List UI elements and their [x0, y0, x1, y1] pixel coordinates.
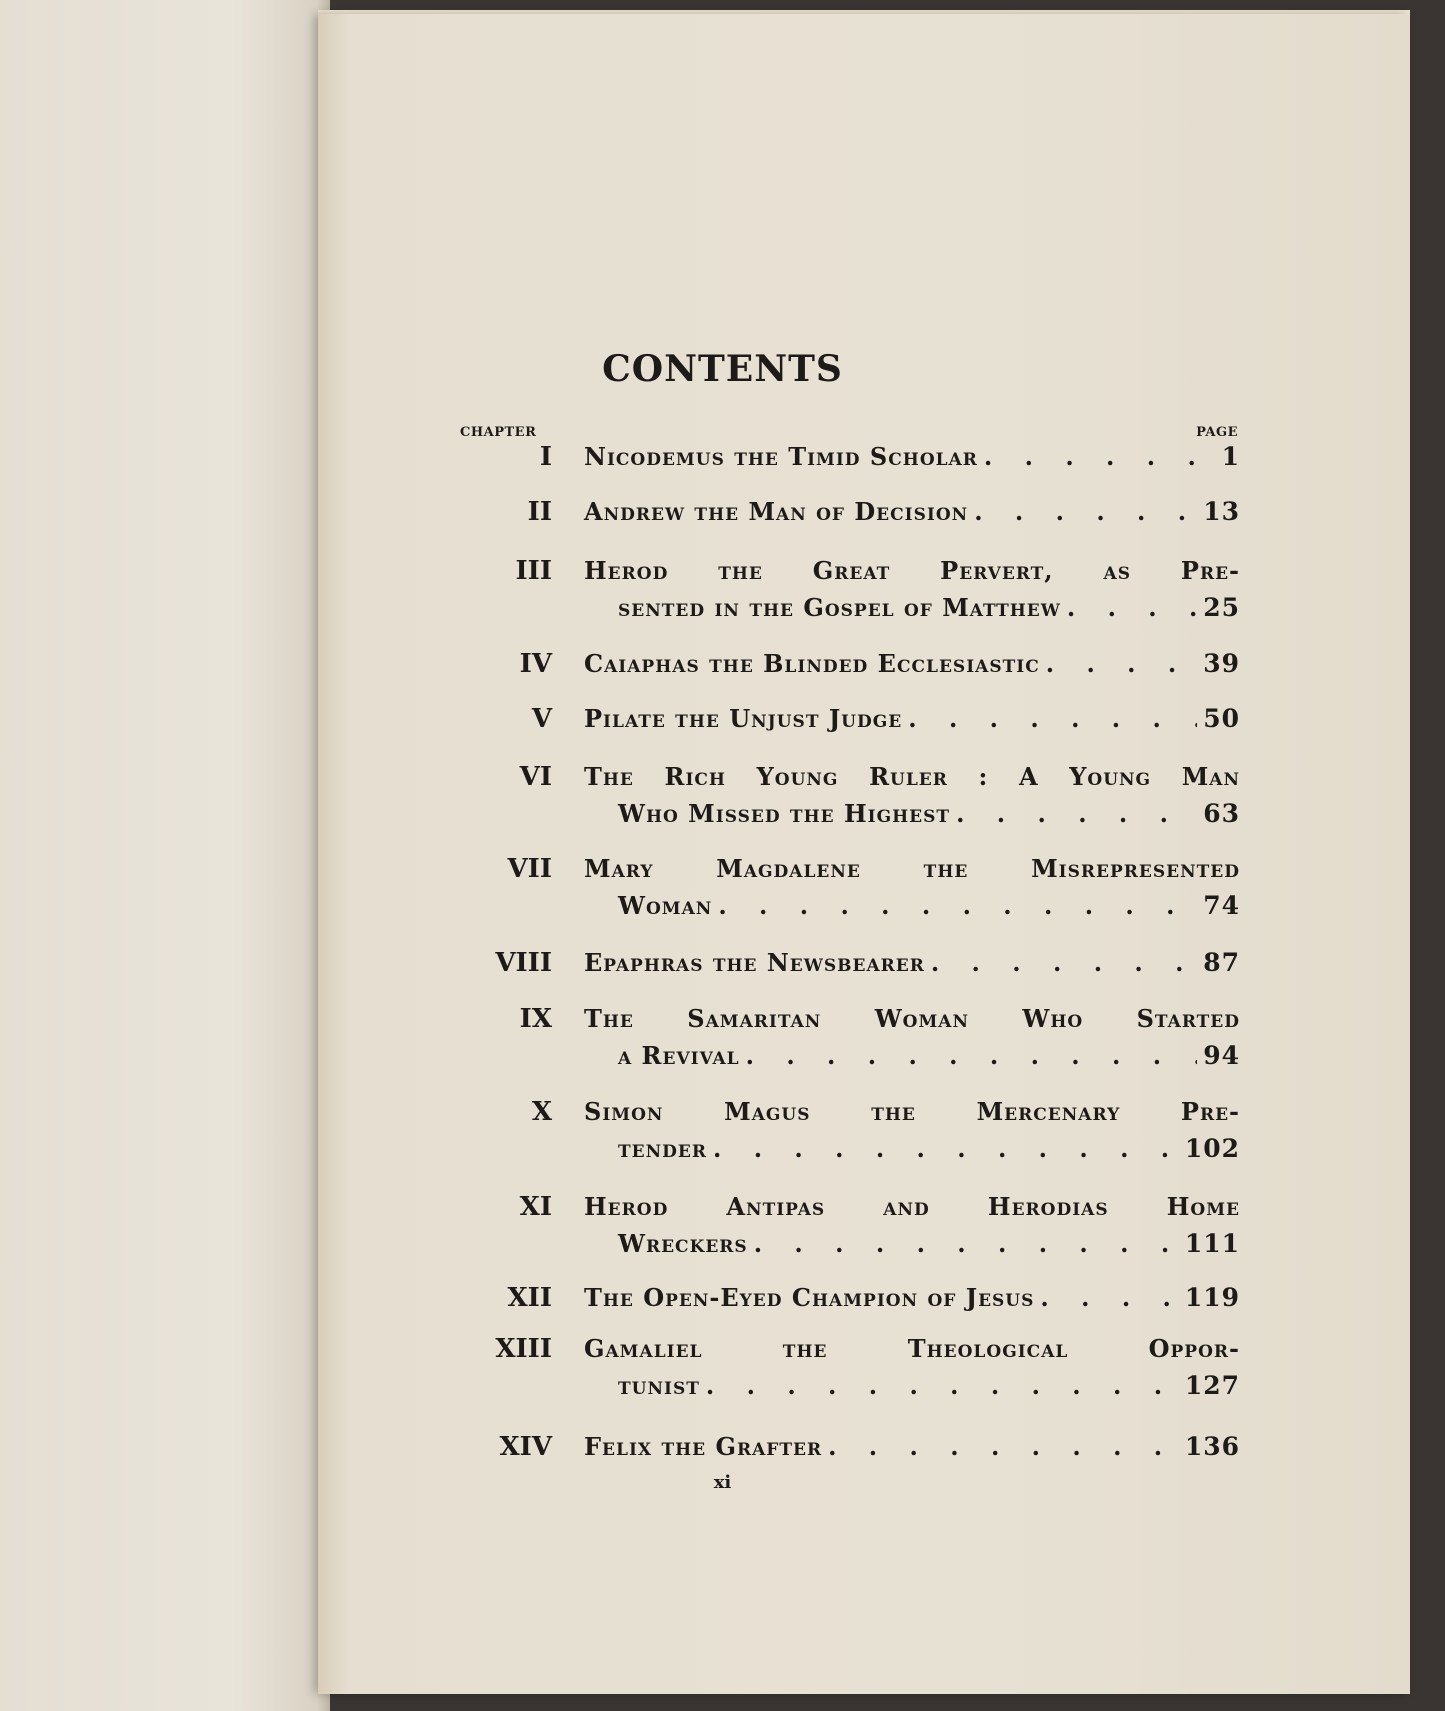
- toc-entry: [470, 1192, 1240, 1266]
- chapter-title: Pilate the Unjust Judge: [584, 704, 903, 733]
- chapter-title: tender: [618, 1134, 707, 1163]
- toc-entry: [470, 854, 1240, 928]
- dot-leader: [706, 1371, 1179, 1400]
- page-number: 13: [1203, 497, 1240, 526]
- toc-entry: [470, 1432, 1240, 1469]
- chapter-numeral: XIII: [495, 1334, 552, 1364]
- chapter-title: Mary Magdalene the Misrepresented: [584, 854, 1240, 883]
- chapter-title: Herod the Great Pervert, as Pre-: [584, 556, 1240, 585]
- page-number: 39: [1203, 649, 1240, 678]
- chapter-title: Wreckers: [618, 1229, 748, 1258]
- page-number: 111: [1184, 1229, 1240, 1258]
- entry-line: [584, 704, 1240, 741]
- page-number: 87: [1203, 948, 1240, 977]
- entry-line: [618, 593, 1240, 630]
- dot-leader: [908, 704, 1197, 733]
- chapter-numeral: I: [539, 442, 552, 472]
- toc-entry: [470, 1283, 1240, 1320]
- chapter-title: sented in the Gospel of Matthew: [618, 593, 1061, 622]
- entry-line: [618, 1371, 1240, 1408]
- chapter-numeral: VIII: [495, 948, 552, 978]
- dot-leader: [1067, 593, 1197, 622]
- toc-entry: [470, 442, 1240, 479]
- dot-leader: [984, 442, 1214, 471]
- chapter-title: Epaphras the Newsbearer: [584, 948, 925, 977]
- page-number: 102: [1184, 1134, 1240, 1163]
- chapter-numeral: XI: [519, 1192, 552, 1222]
- chapter-numeral: IV: [519, 649, 552, 679]
- page-folio: xi: [713, 1472, 732, 1493]
- chapter-title: Gamaliel the Theological Oppor-: [584, 1334, 1240, 1363]
- page-number: 127: [1184, 1371, 1240, 1400]
- dot-leader: [974, 497, 1197, 526]
- entry-line: [584, 948, 1240, 985]
- toc-entry: [470, 649, 1240, 686]
- entry-line: [618, 891, 1240, 928]
- entry-line: [584, 649, 1240, 686]
- page-number: 94: [1203, 1041, 1240, 1070]
- dot-leader: [718, 891, 1197, 920]
- toc-entry: [470, 762, 1240, 836]
- entry-line: [584, 854, 1240, 891]
- entry-line: [584, 762, 1240, 799]
- dot-leader: [1040, 1283, 1178, 1312]
- chapter-title: The Rich Young Ruler : A Young Man: [584, 762, 1240, 791]
- dot-leader: [746, 1041, 1198, 1070]
- page-number: 1: [1221, 442, 1240, 471]
- toc-entry: [470, 1097, 1240, 1171]
- page-number: 25: [1203, 593, 1240, 622]
- entry-line: [584, 1283, 1240, 1320]
- page-number: 50: [1203, 704, 1240, 733]
- page-number: 63: [1203, 799, 1240, 828]
- chapter-numeral: V: [531, 704, 552, 734]
- chapter-numeral: IX: [519, 1004, 552, 1034]
- chapter-numeral: XII: [507, 1283, 552, 1313]
- page-title: CONTENTS: [602, 348, 843, 390]
- page-number: 74: [1203, 891, 1240, 920]
- toc-entry: [470, 948, 1240, 985]
- dot-leader: [1046, 649, 1197, 678]
- chapter-title: The Open-Eyed Champion of Jesus: [584, 1283, 1035, 1312]
- entry-line: [584, 497, 1240, 534]
- entry-line: [584, 556, 1240, 593]
- chapter-title: Caiaphas the Blinded Ecclesiastic: [584, 649, 1040, 678]
- entry-line: [584, 1192, 1240, 1229]
- left-page: [0, 0, 330, 1711]
- entry-line: [618, 1229, 1240, 1266]
- entry-line: [584, 1097, 1240, 1134]
- chapter-column-label: CHAPTER: [460, 425, 537, 440]
- dot-leader: [754, 1229, 1179, 1258]
- dot-leader: [931, 948, 1197, 977]
- entry-line: [584, 1432, 1240, 1469]
- toc-entry: [470, 556, 1240, 630]
- chapter-title: Woman: [618, 891, 713, 920]
- chapter-title: Simon Magus the Mercenary Pre-: [584, 1097, 1240, 1126]
- chapter-numeral: III: [515, 556, 552, 586]
- chapter-title: tunist: [618, 1371, 700, 1400]
- chapter-title: a Revival: [618, 1041, 740, 1070]
- chapter-title: Who Missed the Highest: [618, 799, 951, 828]
- entry-line: [618, 799, 1240, 836]
- page-number: 119: [1184, 1283, 1240, 1312]
- chapter-title: Herod Antipas and Herodias Home: [584, 1192, 1240, 1221]
- chapter-title: The Samaritan Woman Who Started: [584, 1004, 1240, 1033]
- entry-line: [584, 1004, 1240, 1041]
- dot-leader: [713, 1134, 1179, 1163]
- chapter-numeral: VI: [519, 762, 552, 792]
- chapter-numeral: II: [527, 497, 552, 527]
- toc-entry: [470, 704, 1240, 741]
- chapter-numeral: VII: [507, 854, 552, 884]
- chapter-numeral: XIV: [499, 1432, 552, 1462]
- page-number: 136: [1184, 1432, 1240, 1461]
- dot-leader: [956, 799, 1197, 828]
- entry-line: [618, 1134, 1240, 1171]
- page-column-label: PAGE: [1196, 425, 1238, 440]
- chapter-numeral: X: [531, 1097, 552, 1127]
- dot-leader: [828, 1432, 1179, 1461]
- toc-entry: [470, 497, 1240, 534]
- entry-line: [618, 1041, 1240, 1078]
- chapter-title: Andrew the Man of Decision: [584, 497, 969, 526]
- toc-entry: [470, 1334, 1240, 1408]
- entry-line: [584, 442, 1240, 479]
- chapter-title: Felix the Grafter: [584, 1432, 823, 1461]
- toc-entry: [470, 1004, 1240, 1078]
- chapter-title: Nicodemus the Timid Scholar: [584, 442, 978, 471]
- entry-line: [584, 1334, 1240, 1371]
